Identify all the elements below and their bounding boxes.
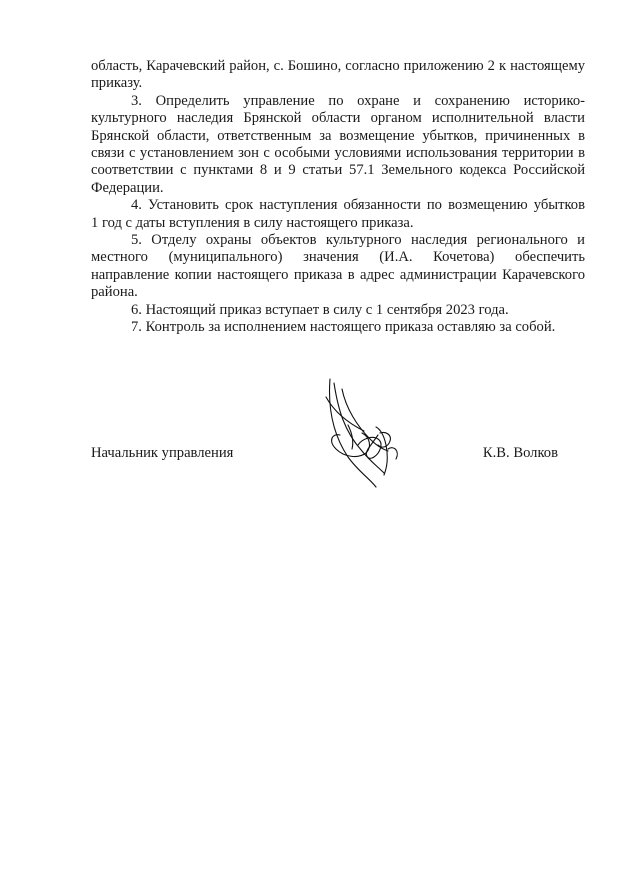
text-line: приказу. [91,75,143,92]
text-line: связи с установлением зон с особыми условиями использования территории в [91,145,585,162]
text-line: местного (муниципального) значения (И.А. Кочетова) обеспечить [91,249,585,266]
text-line: района. [91,284,138,301]
text-line: область, Карачевский район, с. Бошино, согласно приложению 2 к настоящему [91,58,585,74]
paragraph-7: 7. Контроль за исполнением настоящего приказа оставляю за собой. [131,319,556,336]
text-line: направление копии настоящего приказа в адрес администрации Карачевского [91,266,585,283]
paragraph-5-start: 5. Отделу охраны объектов культурного наследия регионального и [131,232,585,249]
signatory-name: К.В. Волков [482,445,558,461]
text-line: Федерации. [91,179,164,196]
signatory-position: Начальник управления [91,445,234,461]
paragraph-4-start: 4. Установить срок наступления обязанности по возмещению убытков [131,197,585,214]
text-line: культурного наследия Брянской области органом исполнительной власти [91,110,585,127]
text-line: 1 год с даты вступления в силу настоящего приказа. [91,214,414,231]
handwritten-signature-icon [318,375,418,490]
paragraph-3-start: 3. Определить управление по охране и сохранению историко- [131,92,585,109]
document-body [91,58,585,337]
paragraph-6: 6. Настоящий приказ вступает в силу с 1 сентября 2023 года. [131,301,509,318]
text-line: Брянской области, ответственным за возмещение убытков, причиненных в [91,127,585,144]
text-line: соответствии с пунктами 8 и 9 статьи 57.1 Земельного кодекса Российской [91,162,585,179]
